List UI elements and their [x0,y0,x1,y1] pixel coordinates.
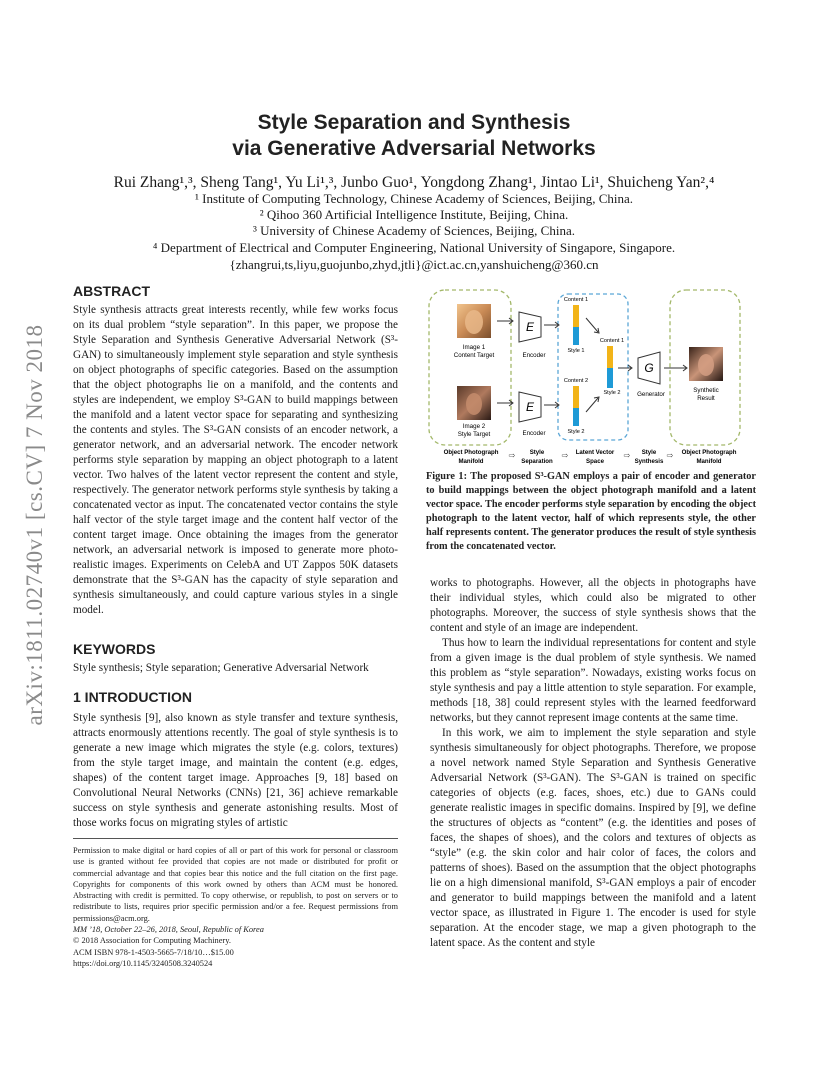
style1-bar [573,327,579,345]
isbn-info: ACM ISBN 978-1-4503-5665-7/18/10…$15.00 [73,947,234,957]
doi-link[interactable]: https://doi.org/10.1145/3240508.3240524 [73,958,213,968]
encoder-label-2: Encoder [522,430,546,437]
affiliation-4: ⁴ Department of Electrical and Computer Engineering, National University of Singapore, Singapore. [152,240,676,255]
conference-info: MM ’18, October 22–26, 2018, Seoul, Republic of Korea [73,925,264,935]
encoder-letter-1: E [525,320,535,334]
keywords-body [73,661,398,676]
stage-arrow-icon: ⇨ [508,451,516,460]
stage-label-manifold-right: Object Photograph [681,449,737,456]
content1-label: Content 1 [563,297,589,303]
stage-label-synthesis: Style [641,449,657,456]
arxiv-side-label [18,290,52,760]
style2-label: Style 2 [567,429,585,435]
right-column-body [430,576,756,951]
stage-sublabel-manifold-right: Manifold [696,458,722,465]
encoder-label-1: Encoder [522,352,546,359]
right-paragraph-3: In this work, we aim to implement the style separation and style synthesis simultaneously for object photographs. Therefore, we propose a novel network named Style Separation and Synthesis Generative Adversarial Network (S³-GAN). The S³-GAN is trained on specific categories of objects (e.g. faces, shoes, etc.) due to GANs could generate realistic images in specific domains. Inspired by [9], we define the structures of objects as “content” (e.g. the identities and poses of faces, the shapes of shoes), and the colors and textures of objects as “style” (e.g. the skin color and hair color of faces, the colors and patterns of shoes). Based on the assumption that the object photographs lie on a high dimensional manifold, S³-GAN employs a pair of encoder and generator to build mappings between the manifold and a latent vector space, as illustrated in Figure 1. The encoder is used for style separation. At the encoder stage, we map a given photograph to the latent space. As the content and style [430,727,756,949]
combined-content-label: Content 1 [599,338,625,344]
affiliation-3: ³ University of Chinese Academy of Sciences, Beijing, China. [253,223,575,238]
stage-arrow-icon: ⇨ [623,451,631,460]
generator-label: Generator [637,391,665,398]
paper-title-line1: Style Separation and Synthesis [257,111,571,134]
stage-label-latent: Latent Vector [575,449,615,456]
figure-1 [426,288,756,466]
figure-1-caption: Figure 1: The proposed S³-GAN employs a pair of encoder and generator to build mappings between the object photograph manifold and a latent vector space. The encoder performs style separation by encoding the object photograph to the latent vector, half of which represents style, the other half represents content. The generator produces the result of style synthesis from the concatenated vector. [426,471,756,552]
introduction-text: Style synthesis [9], also known as style transfer and texture synthesis, attracts enormously attentions recently. The goal of style synthesis is to generate a new image which migrates the style (e.g. colors, textures) from the style target image, and maintain the content (e.g. edges, shapes) of the content target image. Approaches [9, 18] based on Convolutional Neural Networks (CNNs) [21, 36] achieve remarkable success on style synthesis and generate astonishing results. Most of those works focus on migrating styles of artistic [73,712,398,829]
result-face-shape [698,354,714,376]
stage-label-separation: Style [529,449,545,456]
paper-title-line2: via Generative Adversarial Networks [232,137,596,160]
image1-label: Image 1 [462,344,486,351]
copyright-notice: © 2018 Association for Computing Machinery. [73,936,231,946]
stage-arrow-icon: ⇨ [666,451,674,460]
image2-sublabel: Style Target [457,431,491,438]
arrow-icon [586,318,598,332]
stage-arrow-icon: ⇨ [561,451,569,460]
author-list: Rui Zhang¹,³, Sheng Tang¹, Yu Li¹,³, Junbo Guo¹, Yongdong Zhang¹, Jintao Li¹, Shuicheng Yan²,⁴ [113,174,715,191]
encoder-letter-2: E [525,400,535,414]
stage-sublabel-synthesis: Synthesis [634,458,664,465]
introduction-heading: 1 INTRODUCTION [73,689,192,705]
right-paragraph-1: works to photographs. However, all the objects in photographs have their individual styles, which could also be migrated to other photographs. Moreover, the success of style synthesis shows that the content and style of an image are independent. [430,577,756,634]
content2-label: Content 2 [563,378,589,384]
keywords-heading: KEYWORDS [73,641,156,657]
image2-label: Image 2 [462,423,486,430]
figure-1-diagram [426,288,756,466]
result-sublabel: Result [697,395,715,402]
abstract-text: Style synthesis attracts great interests recently, while few works focus on its dual problem “style separation”. In this paper, we propose the Style Separation and Synthesis Generative Adversarial Network (S³-GAN) to simultaneously implement style separation and style synthesis on object photographs of specific categories. Based on the assumption that the object photographs lie on a manifold, and the contents and styles are independent, we employ S³-GAN to build mappings between the manifold and a latent vector space for separating and synthesizing the contents and styles. The S³-GAN consists of an encoder network, a generator network, and an adversarial network. The encoder network performs style separation by mapping an object photograph to a latent vector. Two halves of the latent vector represent the content and style, respectively. The generator network performs style synthesis by taking a concatenated vector as input. The concatenated vector contains the style half vector of the style target image and the content half vector of the content target image. Once obtaining the images from the generator network, an adversarial network is imposed to generate more photo-realistic images. Experiments on CelebA and UT Zappos 50K datasets demonstrate that the S³-GAN has the capacity of style separation and synthesis simultaneously, and could capture various styles in a single model. [73,304,398,616]
stage-sublabel-latent: Space [586,458,604,465]
combined-style-bar [607,368,613,388]
generator-letter: G [644,361,654,375]
content2-bar [573,386,579,408]
arxiv-id-text: arXiv:1811.02740v1 [cs.CV] 7 Nov 2018 [22,324,47,726]
style1-label: Style 1 [567,348,585,354]
combined-style-label: Style 2 [603,390,621,396]
abstract-body [73,303,398,618]
affiliation-2: ² Qihoo 360 Artificial Intelligence Institute, Beijing, China. [259,207,569,222]
style-face-shape [466,393,482,415]
result-label: Synthetic [693,387,719,394]
right-paragraph-2: Thus how to learn the individual representations for content and style from a given image is the dual problem of style synthesis. We named this problem as “style separation”. Nowadays, existing works focus on style synthesis and pay a little attention to style separation. For example, methods [18, 38] could represent styles with the learned feedforward networks, but they cannot represent image contents at the same time. [430,637,756,724]
introduction-body [73,711,398,831]
content1-bar [573,305,579,327]
stage-sublabel-manifold-left: Manifold [458,458,484,465]
abstract-heading: ABSTRACT [73,283,150,299]
image1-sublabel: Content Target [453,352,495,359]
stage-label-manifold-left: Object Photograph [443,449,499,456]
author-emails: {zhangrui,ts,liyu,guojunbo,zhyd,jtli}@ict.ac.cn,yanshuicheng@360.cn [229,257,599,272]
content-face-shape [465,310,483,334]
permission-notice: Permission to make digital or hard copies of all or part of this work for personal or classroom use is granted without fee provided that copies are not made or distributed for profit or commercial advantage and that copies bear this notice and the full citation on the first page. Copyrights for components of this work owned by others than ACM must be honored. Abstracting with credit is permitted. To copy otherwise, or republish, to post on servers or to redistribute to lists, requires prior specific permission and/or a fee. Request permissions from permissions@acm.org. [73,846,398,923]
keywords-text: Style synthesis; Style separation; Generative Adversarial Network [73,662,369,674]
affiliation-1: ¹ Institute of Computing Technology, Chinese Academy of Sciences, Beijing, China. [194,191,634,206]
footnote-divider [73,838,398,839]
latent-space-box [558,294,628,440]
style2-bar [573,408,579,426]
stage-sublabel-separation: Separation [521,458,553,465]
arrow-icon [586,398,598,412]
acm-footnote [73,838,398,969]
combined-content-bar [607,346,613,368]
